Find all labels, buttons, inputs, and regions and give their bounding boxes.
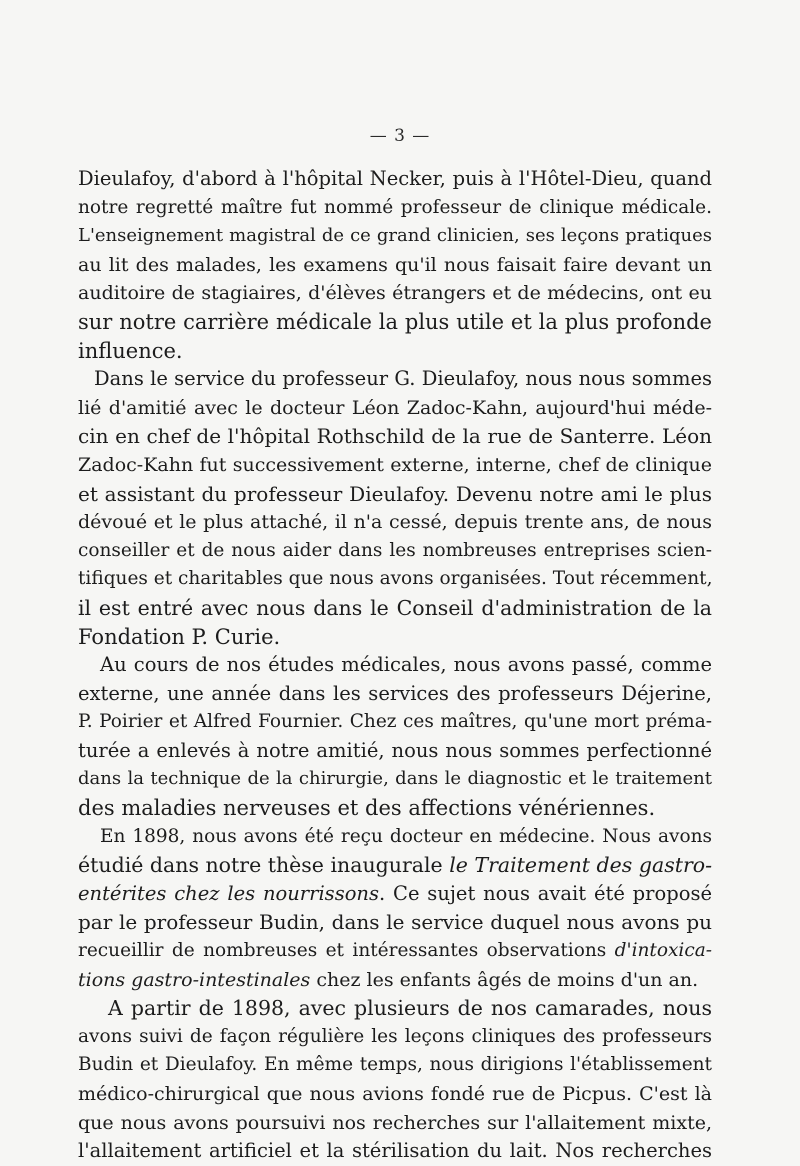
text-line: A partir de 1898, avec plusieurs de nos camarades, nous <box>108 996 712 1021</box>
text-line <box>78 880 712 909</box>
text-line: sur notre carrière médicale la plus utile et la plus profonde <box>78 309 712 334</box>
text-line: tifiques et charitables que nous avons organisées. Tout récemment, <box>78 568 713 590</box>
text-line: externe, une année dans les services des professeurs Déjerine, <box>78 681 712 705</box>
text-line: avons suivi de façon régulière les leçons cliniques des professeurs <box>78 1025 712 1047</box>
text-line: cin en chef de l'hôpital Rothschild de la rue de Santerre. Léon <box>78 424 712 449</box>
text-line: par le professeur Budin, dans le service duquel nous avons pu <box>78 910 712 935</box>
text-line: influence. <box>78 338 183 363</box>
text-segment: chez les enfants âgés de moins d'un an. <box>310 968 699 991</box>
text-line: dévoué et le plus attaché, il n'a cessé, depuis trente ans, de nous <box>78 511 712 534</box>
italic-term: d'intoxica- <box>614 940 712 962</box>
text-line: Zadoc-Kahn fut successivement externe, interne, chef de clinique <box>78 453 712 476</box>
paragraph-5 <box>78 994 712 1166</box>
text-line: Budin et Dieulafoy. En même temps, nous dirigions l'établissement <box>78 1054 712 1076</box>
text-line: que nous avons poursuivi nos recherches sur l'allaitement mixte, <box>78 1111 712 1134</box>
text-segment: recueillir de nombreuses et intéressantes observations <box>78 940 615 962</box>
text-line: Dieulafoy, d'abord à l'hôpital Necker, puis à l'Hôtel-Dieu, quand <box>78 167 712 190</box>
text-line: conseiller et de nous aider dans les nombreuses entreprises scien- <box>78 539 712 561</box>
italic-title: le Traitement des gastro- <box>449 853 713 878</box>
text-line: auditoire de stagiaires, d'élèves étrangers et de médecins, ont eu <box>78 282 712 305</box>
text-line: En 1898, nous avons été reçu docteur en médecine. Nous avons <box>100 825 712 847</box>
text-line: dans la technique de la chirurgie, dans le diagnostic et le traitement <box>78 768 712 790</box>
italic-title: entérites chez les nourrissons <box>78 881 380 905</box>
text-line: lié d'amitié avec le docteur Léon Zadoc-Kahn, aujourd'hui méde- <box>78 396 712 419</box>
text-line: des maladies nerveuses et des affections vénériennes. <box>78 796 656 821</box>
text-line: Fondation P. Curie. <box>78 624 281 649</box>
italic-term: tions gastro-intestinales <box>78 968 311 991</box>
paragraph-3 <box>78 651 712 823</box>
text-line: l'allaitement artificiel et la stérilisation du lait. Nos recherches <box>78 1139 712 1163</box>
text-line: turée a enlevés à notre amitié, nous nous sommes perfectionné <box>78 738 712 762</box>
text-line <box>78 851 712 880</box>
body-text <box>78 165 712 1166</box>
text-line: il est entré avec nous dans le Conseil d'administration de la <box>78 595 712 620</box>
text-line: Au cours de nos études médicales, nous avons passé, comme <box>100 653 712 677</box>
text-segment: . Ce sujet nous avait été proposé <box>379 881 712 905</box>
page-number: — 3 — <box>369 126 431 146</box>
paragraph-1 <box>78 165 712 365</box>
text-line: P. Poirier et Alfred Fournier. Chez ces maîtres, qu'une mort préma- <box>78 711 712 733</box>
paragraph-4 <box>78 823 712 995</box>
text-line: Dans le service du professeur G. Dieulafoy, nous nous sommes <box>94 367 712 391</box>
text-segment: étudié dans notre thèse inaugurale <box>78 853 450 878</box>
paragraph-2 <box>78 365 712 651</box>
text-line: et assistant du professeur Dieulafoy. Devenu notre ami le plus <box>78 481 712 506</box>
text-line <box>78 937 712 966</box>
text-line: L'enseignement magistral de ce grand clinicien, ses leçons pratiques <box>78 225 712 247</box>
text-line: notre regretté maître fut nommé professeur de clinique médicale. <box>78 196 712 218</box>
text-line: au lit des malades, les examens qu'il nous faisait faire devant un <box>78 253 712 276</box>
text-line: médico-chirurgical que nous avions fondé rue de Picpus. C'est là <box>78 1083 712 1105</box>
text-line <box>78 966 712 995</box>
